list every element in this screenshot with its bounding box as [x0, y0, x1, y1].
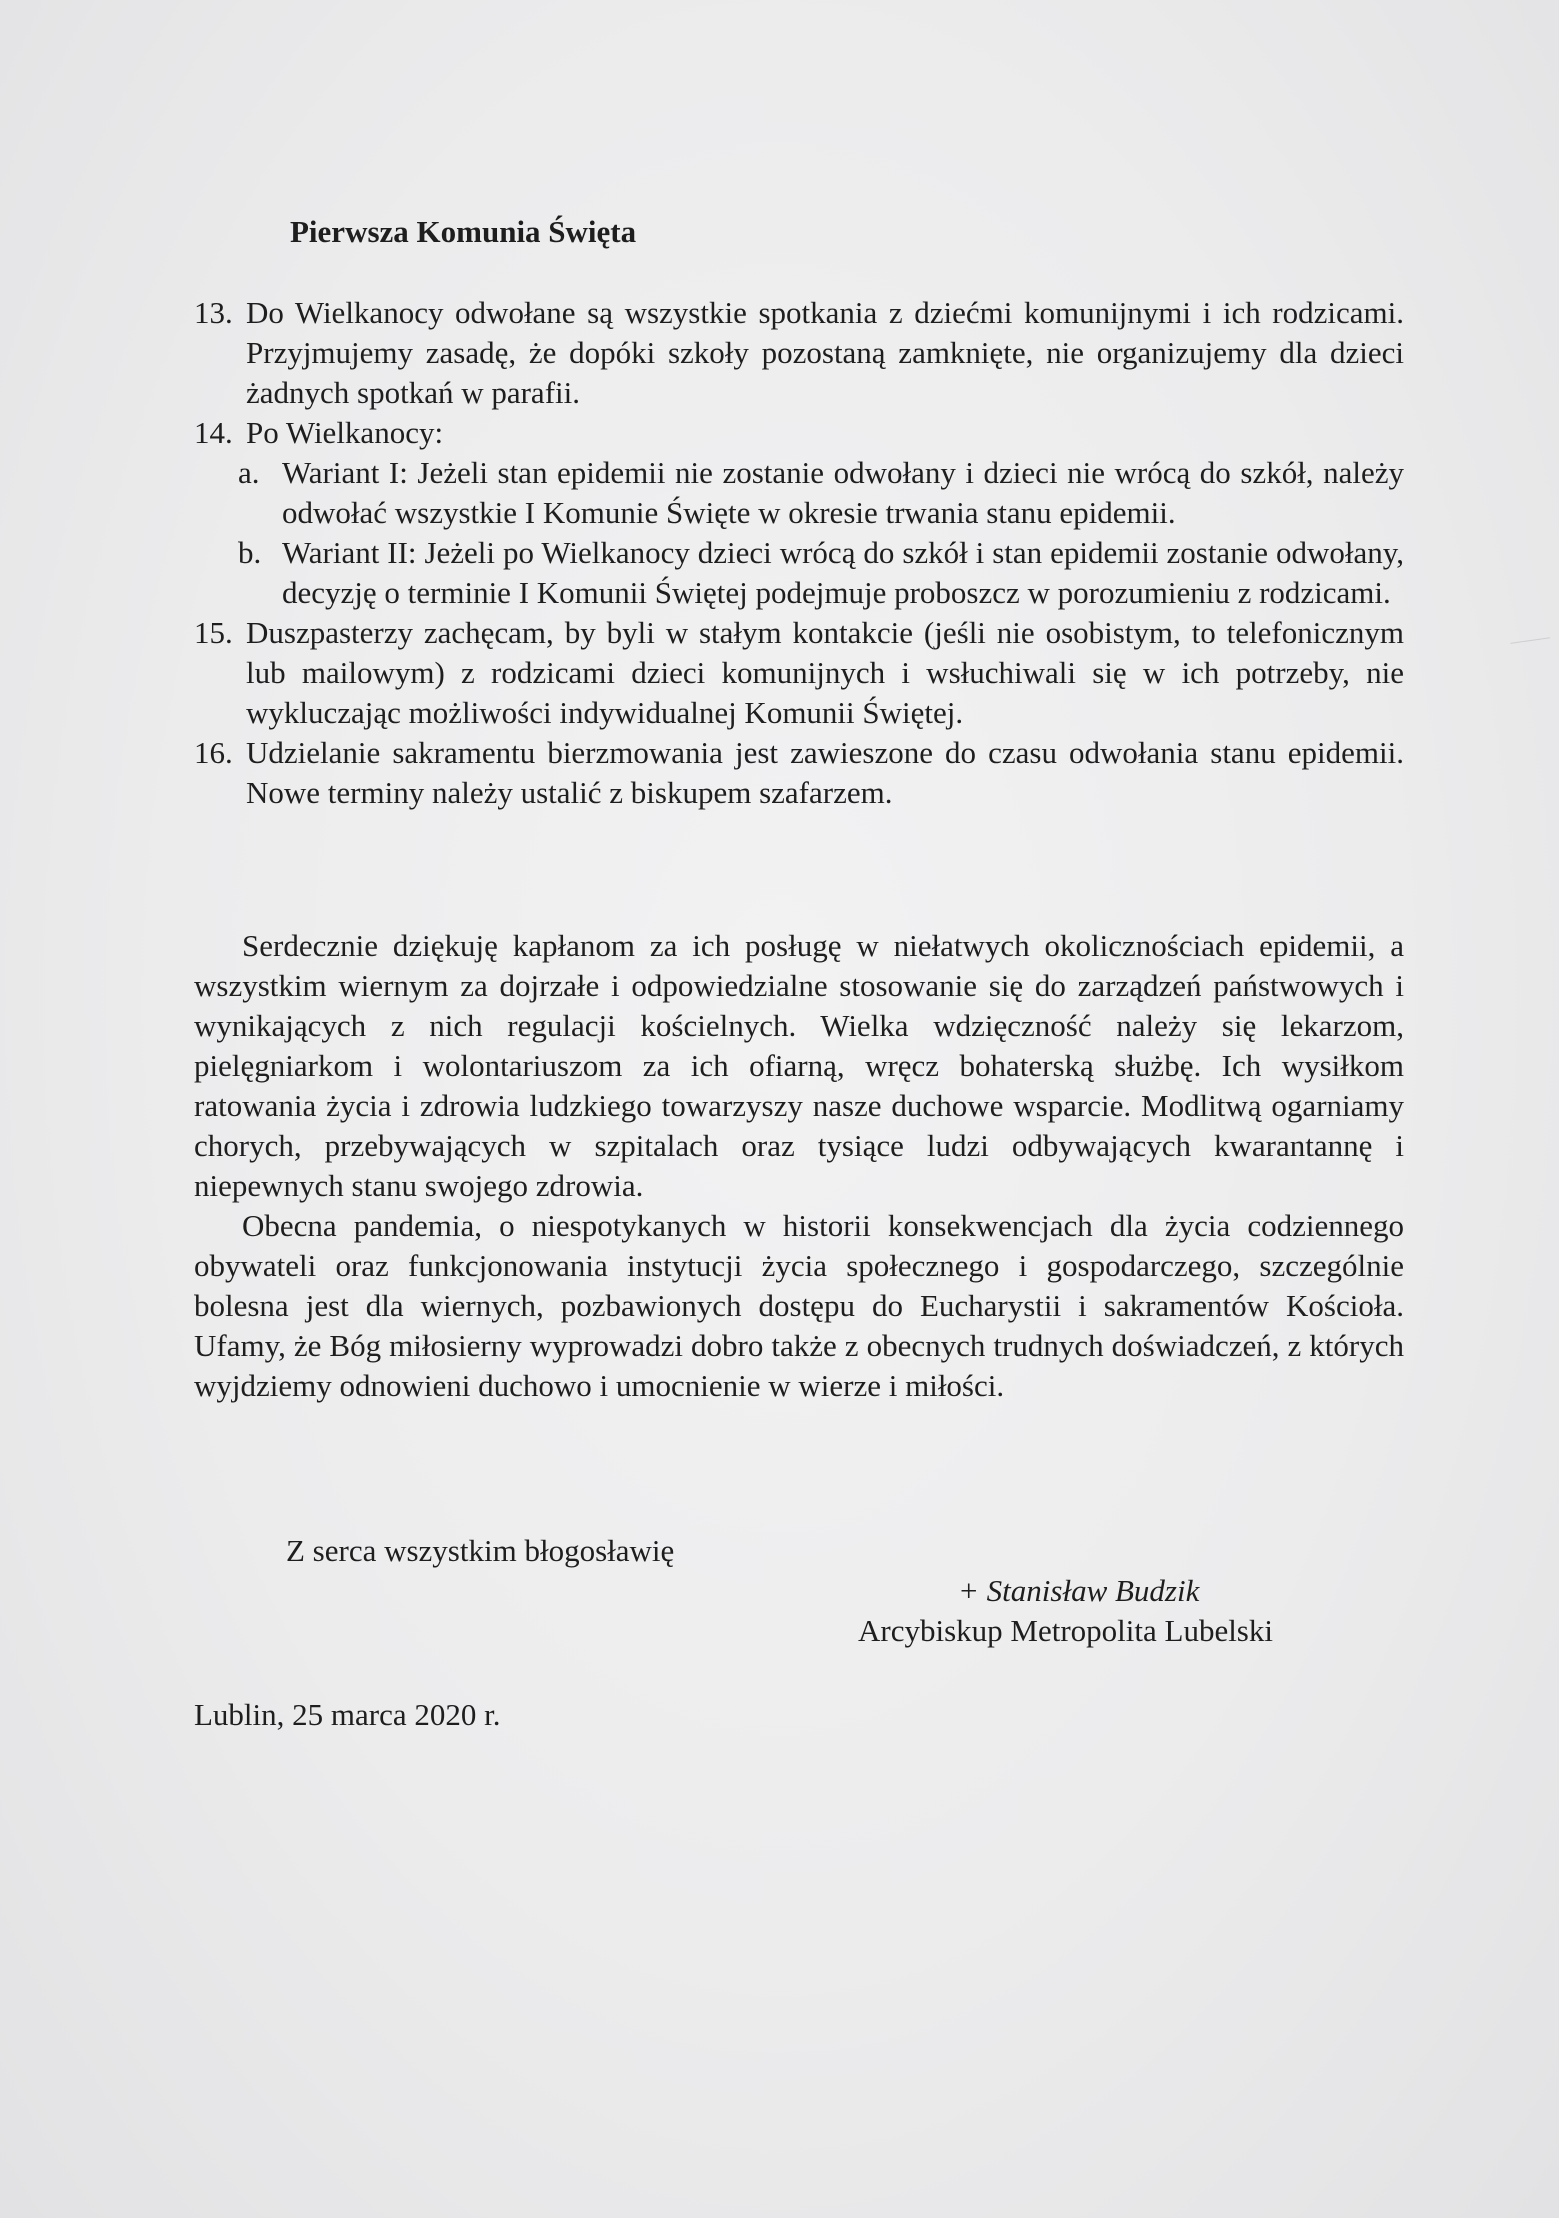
- sub-item-letter: b.: [238, 535, 262, 570]
- list-item-15: [194, 613, 1404, 733]
- item-text: Po Wielkanocy:: [246, 415, 444, 450]
- item-number: 16.: [194, 735, 233, 770]
- item-text: Udzielanie sakramentu bierzmowania jest zawieszone do czasu odwołania stanu epidemii. Nowe terminy należy ustalić z biskupem szafarzem.: [246, 735, 1404, 810]
- signature-name: + Stanisław Budzik: [958, 1573, 1200, 1608]
- blessing-line: Z serca wszystkim błogosławię: [286, 1533, 675, 1568]
- sub-item-b: [238, 533, 1404, 613]
- section-heading: Pierwsza Komunia Święta: [290, 214, 637, 249]
- item-text: Do Wielkanocy odwołane są wszystkie spotkania z dziećmi komunijnymi i ich rodzicami. Przyjmujemy zasadę, że dopóki szkoły pozostaną zamknięte, nie organizujemy dla dzieci żadnych spotkań w parafii.: [246, 295, 1404, 410]
- numbered-list: [194, 293, 1404, 813]
- sub-item-a: [238, 453, 1404, 533]
- sub-item-letter: a.: [238, 455, 260, 490]
- list-item-16: [194, 733, 1404, 813]
- list-item-13: [194, 293, 1404, 413]
- signatory-title: Arcybiskup Metropolita Lubelski: [858, 1613, 1273, 1648]
- sub-item-text: Wariant II: Jeżeli po Wielkanocy dzieci wrócą do szkół i stan epidemii zostanie odwołany, decyzję o terminie I Komunii Świętej podejmuje proboszcz w porozumieniu z rodzicami.: [282, 535, 1404, 610]
- closing-section: [194, 926, 1404, 1406]
- sub-item-text: Wariant I: Jeżeli stan epidemii nie zostanie odwołany i dzieci nie wrócą do szkół, należy odwołać wszystkie I Komunie Święte w okresie trwania stanu epidemii.: [282, 455, 1404, 530]
- item-number: 14.: [194, 415, 233, 450]
- paper-crease: [1510, 637, 1551, 653]
- item-text: Duszpasterzy zachęcam, by byli w stałym kontakcie (jeśli nie osobistym, to telefonicznym lub mailowym) z rodzicami dzieci komunijnych i wsłuchiwali się w ich potrzeby, nie wykluczając możliwości indywidualnej Komunii Świętej.: [246, 615, 1404, 730]
- item-number: 15.: [194, 615, 233, 650]
- list-item-14: [194, 413, 1404, 453]
- place-and-date: Lublin, 25 marca 2020 r.: [194, 1697, 501, 1732]
- closing-paragraph: Serdecznie dziękuję kapłanom za ich posługę w niełatwych okolicznościach epidemii, a wszystkim wiernym za dojrzałe i odpowiedzialne stosowanie się do zarządzeń państwowych i wynikających z nich regulacji kościelnych. Wielka wdzięczność należy się lekarzom, pielęgniarkom i wolontariuszom za ich ofiarną, wręcz bohaterską służbę. Ich wysiłkom ratowania życia i zdrowia ludzkiego towarzyszy nasze duchowe wsparcie. Modlitwą ogarniamy chorych, przebywających w szpitalach oraz tysiące ludzi odbywających kwarantannę i niepewnych stanu swojego zdrowia.: [194, 928, 1404, 1203]
- sub-list: [238, 453, 1404, 613]
- item-number: 13.: [194, 295, 233, 330]
- closing-paragraph: Obecna pandemia, o niespotykanych w historii konsekwencjach dla życia codziennego obywateli oraz funkcjonowania instytucji życia społecznego i gospodarczego, szczególnie bolesna jest dla wiernych, pozbawionych dostępu do Eucharystii i sakramentów Kościoła. Ufamy, że Bóg miłosierny wyprowadzi dobro także z obecnych trudnych doświadczeń, z których wyjdziemy odnowieni duchowo i umocnienie w wierze i miłości.: [194, 1208, 1404, 1403]
